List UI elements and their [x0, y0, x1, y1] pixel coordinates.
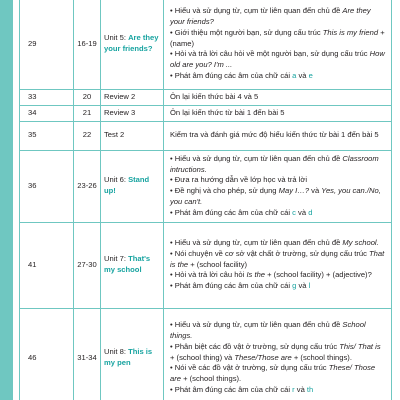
objective-line: • Giới thiệu một người bạn, sử dụng cấu trúc This is my friend + (name)	[170, 27, 385, 48]
period-range: 23-26	[74, 150, 101, 222]
unit-cell: Review 2	[101, 90, 164, 106]
objective-line: • Nói về các đồ vật ở trường, sử dụng cấu trúc These/ Those are + (school things).	[170, 363, 376, 384]
objective-line: • Hiểu và sử dụng từ, cụm từ liên quan đến chủ đề School things.	[170, 320, 366, 341]
period-range: 22	[74, 121, 101, 150]
content-cell: Kiểm tra và đánh giá mức độ hiểu kiến thức từ bài 1 đến bài 5	[164, 121, 392, 150]
content-cell	[164, 150, 392, 222]
objective-line: • Phân biệt các đồ vật ở trường, sử dụng cấu trúc This/ That is + (school thing) và These/Those are + (school things).	[170, 341, 381, 362]
period-range: 16-19	[74, 0, 101, 90]
unit-cell	[101, 222, 164, 308]
unit-label: Unit 6:	[104, 175, 129, 185]
unit-title: This is my pen	[104, 347, 153, 368]
table-row	[20, 121, 392, 150]
objective-line: • Hỏi và trả lời câu hỏi về một người bạn, sử dụng cấu trúc How old are you? I'm ...	[170, 49, 385, 70]
table-row	[20, 222, 392, 308]
unit-cell	[101, 0, 164, 90]
objective-line: • Phát âm đúng các âm của chữ cái r và th	[170, 385, 314, 395]
lesson-number: 33	[20, 90, 74, 106]
objective-line: • Hiểu và sử dụng từ, cụm từ liên quan đến chủ đề Classroom intructions.	[170, 153, 379, 174]
unit-cell	[101, 308, 164, 400]
unit-label: Unit 8:	[104, 347, 129, 357]
unit-title: Stand up!	[104, 175, 150, 196]
lesson-number: 36	[20, 150, 74, 222]
table-row	[20, 105, 392, 121]
table-row	[20, 0, 392, 90]
unit-cell: Test 2	[101, 121, 164, 150]
lesson-number: 34	[20, 105, 74, 121]
content-cell	[164, 308, 392, 400]
unit-label: Unit 7:	[104, 254, 129, 264]
objective-line: • Hiểu và sử dụng từ, cụm từ liên quan đến chủ đề My school.	[170, 238, 379, 248]
objective-line: • Hỏi và trả lời câu hỏi Is the + (school facility) + (adjective)?	[170, 270, 372, 280]
unit-title: That's my school	[104, 254, 151, 275]
lesson-number: 46	[20, 308, 74, 400]
content-cell	[164, 222, 392, 308]
period-range: 21	[74, 105, 101, 121]
period-range: 31-34	[74, 308, 101, 400]
objective-line: • Phát âm đúng các âm của chữ cái c và d	[170, 207, 313, 217]
content-cell: Ôn lại kiến thức bài 4 và 5	[164, 90, 392, 106]
unit-label: Unit 5:	[104, 33, 129, 43]
table-row	[20, 308, 392, 400]
objective-line: • Nói chuyện về cơ sở vật chất ở trường, sử dụng cấu trúc That is the + (school facility)	[170, 248, 385, 269]
objective-line: • Đề nghị và cho phép, sử dụng May I…? và Yes, you can./No, you can't.	[170, 186, 381, 206]
lesson-number: 35	[20, 121, 74, 150]
teal-margin-strip	[0, 0, 13, 400]
objective-line: • Đưa ra hướng dẫn về lớp học và trả lời	[170, 175, 308, 185]
content-cell	[164, 0, 392, 90]
period-range: 27-30	[74, 222, 101, 308]
objective-line: • Phát âm đúng các âm của chữ cái g và l	[170, 281, 311, 291]
lesson-number: 29	[20, 0, 74, 90]
unit-cell: Review 3	[101, 105, 164, 121]
table-row	[20, 90, 392, 106]
objective-line: • Phát âm đúng các âm của chữ cái a và e	[170, 70, 313, 80]
period-range: 20	[74, 90, 101, 106]
table-row	[20, 150, 392, 222]
lesson-number: 41	[20, 222, 74, 308]
unit-title: Are they your friends?	[104, 33, 159, 53]
curriculum-table	[19, 0, 392, 400]
unit-cell	[101, 150, 164, 222]
objective-line: • Hiểu và sử dụng từ, cụm từ liên quan đến chủ đề Are they your friends?	[170, 6, 371, 27]
content-cell: Ôn lại kiến thức từ bài 1 đến bài 5	[164, 105, 392, 121]
